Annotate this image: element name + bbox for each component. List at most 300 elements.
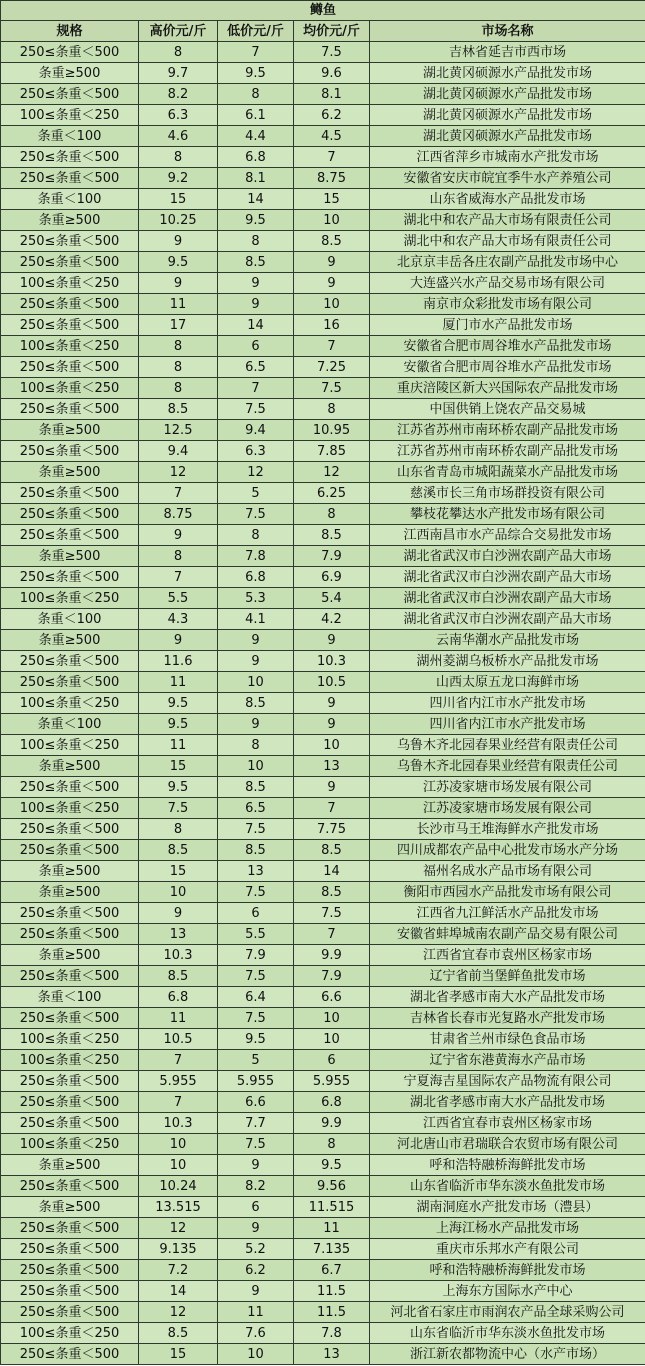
cell-spec: 250≤条重＜500 bbox=[1, 1281, 139, 1302]
cell-market-name: 河北唐山市君瑞联合农贸市场有限公司 bbox=[370, 1134, 645, 1155]
cell-avg-price: 6 bbox=[294, 1050, 370, 1071]
cell-high-price: 6.8 bbox=[139, 987, 218, 1008]
cell-avg-price: 7 bbox=[294, 147, 370, 168]
cell-market-name: 湖北省孝感市南大水产品批发市场 bbox=[370, 1092, 645, 1113]
cell-high-price: 9.2 bbox=[139, 168, 218, 189]
cell-low-price: 4.1 bbox=[218, 609, 294, 630]
cell-avg-price: 7 bbox=[294, 798, 370, 819]
table-row bbox=[1, 84, 645, 105]
cell-high-price: 9.7 bbox=[139, 63, 218, 84]
cell-avg-price: 7.5 bbox=[294, 42, 370, 63]
cell-market-name: 湖北黄冈硕源水产品批发市场 bbox=[370, 63, 645, 84]
cell-avg-price: 7.9 bbox=[294, 966, 370, 987]
cell-spec: 250≤条重＜500 bbox=[1, 819, 139, 840]
cell-market-name: 上海江杨水产品批发市场 bbox=[370, 1218, 645, 1239]
cell-high-price: 11 bbox=[139, 1008, 218, 1029]
cell-market-name: 甘肃省兰州市绿色食品市场 bbox=[370, 1029, 645, 1050]
table-row bbox=[1, 672, 645, 693]
table-row bbox=[1, 651, 645, 672]
table-row bbox=[1, 966, 645, 987]
cell-low-price: 8.1 bbox=[218, 168, 294, 189]
cell-market-name: 上海东方国际水产中心 bbox=[370, 1281, 645, 1302]
cell-market-name: 慈溪市长三角市场群投资有限公司 bbox=[370, 483, 645, 504]
cell-high-price: 6.3 bbox=[139, 105, 218, 126]
cell-avg-price: 4.2 bbox=[294, 609, 370, 630]
cell-low-price: 8.5 bbox=[218, 693, 294, 714]
cell-high-price: 10.5 bbox=[139, 1029, 218, 1050]
cell-market-name: 中国供销上饶农产品交易城 bbox=[370, 399, 645, 420]
cell-market-name: 江西南昌市水产品综合交易批发市场 bbox=[370, 525, 645, 546]
cell-spec: 250≤条重＜500 bbox=[1, 924, 139, 945]
cell-market-name: 呼和浩特融桥海鲜批发市场 bbox=[370, 1155, 645, 1176]
table-row bbox=[1, 1008, 645, 1029]
table-row bbox=[1, 567, 645, 588]
table-row bbox=[1, 1197, 645, 1218]
cell-spec: 100≤条重＜250 bbox=[1, 735, 139, 756]
cell-low-price: 9 bbox=[218, 1218, 294, 1239]
cell-avg-price: 7 bbox=[294, 924, 370, 945]
cell-low-price: 9.4 bbox=[218, 420, 294, 441]
table-row bbox=[1, 147, 645, 168]
cell-spec: 250≤条重＜500 bbox=[1, 903, 139, 924]
cell-low-price: 6.1 bbox=[218, 105, 294, 126]
cell-low-price: 5.3 bbox=[218, 588, 294, 609]
cell-high-price: 9.5 bbox=[139, 252, 218, 273]
cell-high-price: 9 bbox=[139, 525, 218, 546]
table-row bbox=[1, 1155, 645, 1176]
cell-low-price: 10 bbox=[218, 672, 294, 693]
cell-spec: 250≤条重＜500 bbox=[1, 1239, 139, 1260]
cell-low-price: 9.5 bbox=[218, 63, 294, 84]
cell-avg-price: 9 bbox=[294, 714, 370, 735]
cell-avg-price: 13 bbox=[294, 756, 370, 777]
cell-spec: 条重＜100 bbox=[1, 714, 139, 735]
table-row bbox=[1, 462, 645, 483]
cell-market-name: 江西省九江鲜活水产品批发市场 bbox=[370, 903, 645, 924]
cell-avg-price: 8.5 bbox=[294, 882, 370, 903]
cell-market-name: 江西省萍乡市城南水产批发市场 bbox=[370, 147, 645, 168]
cell-spec: 100≤条重＜250 bbox=[1, 1134, 139, 1155]
table-row bbox=[1, 693, 645, 714]
cell-market-name: 湖州菱湖乌板桥水产品批发市场 bbox=[370, 651, 645, 672]
table-row bbox=[1, 504, 645, 525]
cell-low-price: 7.8 bbox=[218, 546, 294, 567]
table-row bbox=[1, 210, 645, 231]
cell-low-price: 7.5 bbox=[218, 819, 294, 840]
cell-high-price: 8 bbox=[139, 357, 218, 378]
cell-high-price: 14 bbox=[139, 1281, 218, 1302]
cell-low-price: 9.5 bbox=[218, 1029, 294, 1050]
cell-high-price: 5.955 bbox=[139, 1071, 218, 1092]
cell-low-price: 6.5 bbox=[218, 798, 294, 819]
cell-high-price: 8 bbox=[139, 546, 218, 567]
cell-high-price: 13.515 bbox=[139, 1197, 218, 1218]
cell-spec: 250≤条重＜500 bbox=[1, 1008, 139, 1029]
cell-spec: 250≤条重＜500 bbox=[1, 1218, 139, 1239]
cell-spec: 条重≥500 bbox=[1, 546, 139, 567]
cell-low-price: 8 bbox=[218, 735, 294, 756]
cell-low-price: 7.5 bbox=[218, 1134, 294, 1155]
cell-spec: 250≤条重＜500 bbox=[1, 1344, 139, 1365]
cell-spec: 250≤条重＜500 bbox=[1, 42, 139, 63]
cell-avg-price: 6.25 bbox=[294, 483, 370, 504]
cell-avg-price: 11 bbox=[294, 1218, 370, 1239]
cell-market-name: 湖南洞庭水产批发市场（澧县） bbox=[370, 1197, 645, 1218]
cell-avg-price: 12 bbox=[294, 462, 370, 483]
cell-avg-price: 9.6 bbox=[294, 63, 370, 84]
cell-market-name: 湖北黄冈硕源水产品批发市场 bbox=[370, 105, 645, 126]
cell-high-price: 9.5 bbox=[139, 693, 218, 714]
cell-spec: 条重≥500 bbox=[1, 756, 139, 777]
table-row bbox=[1, 777, 645, 798]
cell-market-name: 湖北省武汉市白沙洲农副产品大市场 bbox=[370, 546, 645, 567]
cell-market-name: 湖北省武汉市白沙洲农副产品大市场 bbox=[370, 567, 645, 588]
cell-high-price: 8 bbox=[139, 378, 218, 399]
cell-avg-price: 10.5 bbox=[294, 672, 370, 693]
cell-high-price: 7.2 bbox=[139, 1260, 218, 1281]
table-row bbox=[1, 1281, 645, 1302]
cell-spec: 250≤条重＜500 bbox=[1, 966, 139, 987]
cell-spec: 条重≥500 bbox=[1, 1197, 139, 1218]
cell-low-price: 9 bbox=[218, 294, 294, 315]
table-row bbox=[1, 819, 645, 840]
cell-spec: 100≤条重＜250 bbox=[1, 1323, 139, 1344]
table-row bbox=[1, 336, 645, 357]
cell-avg-price: 10.3 bbox=[294, 651, 370, 672]
cell-low-price: 7 bbox=[218, 42, 294, 63]
cell-avg-price: 13 bbox=[294, 1344, 370, 1365]
cell-avg-price: 7.85 bbox=[294, 441, 370, 462]
cell-spec: 100≤条重＜250 bbox=[1, 273, 139, 294]
table-row bbox=[1, 357, 645, 378]
cell-low-price: 6.8 bbox=[218, 147, 294, 168]
cell-market-name: 山东省威海水产品批发市场 bbox=[370, 189, 645, 210]
cell-low-price: 6.3 bbox=[218, 441, 294, 462]
cell-low-price: 5.2 bbox=[218, 1239, 294, 1260]
cell-market-name: 攀枝花攀达水产批发市场有限公司 bbox=[370, 504, 645, 525]
cell-market-name: 大连盛兴水产品交易市场有限公司 bbox=[370, 273, 645, 294]
cell-low-price: 8.2 bbox=[218, 1176, 294, 1197]
cell-avg-price: 10 bbox=[294, 1029, 370, 1050]
cell-market-name: 江西省宜春市袁州区杨家市场 bbox=[370, 945, 645, 966]
cell-spec: 250≤条重＜500 bbox=[1, 315, 139, 336]
cell-market-name: 北京京丰岳各庄农副产品批发市场中心 bbox=[370, 252, 645, 273]
cell-high-price: 12 bbox=[139, 462, 218, 483]
cell-market-name: 安徽省合肥市周谷堆水产品批发市场 bbox=[370, 336, 645, 357]
cell-high-price: 9 bbox=[139, 630, 218, 651]
cell-market-name: 宁夏海吉星国际农产品物流有限公司 bbox=[370, 1071, 645, 1092]
cell-high-price: 8.5 bbox=[139, 1323, 218, 1344]
table-row bbox=[1, 1323, 645, 1344]
table-row bbox=[1, 924, 645, 945]
table-row bbox=[1, 1218, 645, 1239]
table-row bbox=[1, 525, 645, 546]
cell-low-price: 10 bbox=[218, 756, 294, 777]
table-row bbox=[1, 1134, 645, 1155]
cell-avg-price: 8.5 bbox=[294, 840, 370, 861]
table-row bbox=[1, 1344, 645, 1365]
cell-market-name: 江苏凌家塘市场发展有限公司 bbox=[370, 798, 645, 819]
cell-low-price: 6 bbox=[218, 1197, 294, 1218]
cell-high-price: 9.5 bbox=[139, 714, 218, 735]
table-row bbox=[1, 945, 645, 966]
cell-market-name: 湖北中和农产品大市场有限责任公司 bbox=[370, 210, 645, 231]
cell-spec: 250≤条重＜500 bbox=[1, 441, 139, 462]
cell-low-price: 9 bbox=[218, 630, 294, 651]
table-row bbox=[1, 1260, 645, 1281]
table-row bbox=[1, 399, 645, 420]
cell-low-price: 8 bbox=[218, 525, 294, 546]
table-row bbox=[1, 1050, 645, 1071]
table-row bbox=[1, 1071, 645, 1092]
cell-high-price: 15 bbox=[139, 756, 218, 777]
cell-low-price: 7.5 bbox=[218, 504, 294, 525]
cell-avg-price: 8.5 bbox=[294, 231, 370, 252]
cell-market-name: 山西太原五龙口海鲜市场 bbox=[370, 672, 645, 693]
header-avg-price: 均价元/斤 bbox=[294, 21, 370, 42]
cell-spec: 条重≥500 bbox=[1, 630, 139, 651]
cell-market-name: 河北省石家庄市雨润农产品全球采购公司 bbox=[370, 1302, 645, 1323]
cell-low-price: 14 bbox=[218, 315, 294, 336]
table-title: 鳟鱼 bbox=[1, 1, 645, 21]
cell-spec: 250≤条重＜500 bbox=[1, 567, 139, 588]
cell-high-price: 12 bbox=[139, 1302, 218, 1323]
cell-market-name: 山东省临沂市华东淡水鱼批发市场 bbox=[370, 1176, 645, 1197]
cell-spec: 100≤条重＜250 bbox=[1, 105, 139, 126]
cell-spec: 条重≥500 bbox=[1, 210, 139, 231]
table-row bbox=[1, 420, 645, 441]
cell-spec: 250≤条重＜500 bbox=[1, 1113, 139, 1134]
cell-market-name: 呼和浩特融桥海鲜批发市场 bbox=[370, 1260, 645, 1281]
cell-spec: 250≤条重＜500 bbox=[1, 1302, 139, 1323]
cell-low-price: 6.2 bbox=[218, 1260, 294, 1281]
table-row bbox=[1, 441, 645, 462]
cell-market-name: 吉林省延吉市西市场 bbox=[370, 42, 645, 63]
table-row bbox=[1, 252, 645, 273]
table-row bbox=[1, 1092, 645, 1113]
cell-market-name: 浙江新农都物流中心（水产市场） bbox=[370, 1344, 645, 1365]
table-row bbox=[1, 861, 645, 882]
cell-avg-price: 11.5 bbox=[294, 1281, 370, 1302]
cell-high-price: 8.75 bbox=[139, 504, 218, 525]
cell-market-name: 山东省青岛市城阳蔬菜水产品批发市场 bbox=[370, 462, 645, 483]
table-head bbox=[1, 1, 645, 42]
cell-low-price: 9 bbox=[218, 273, 294, 294]
cell-high-price: 11.6 bbox=[139, 651, 218, 672]
cell-avg-price: 11.5 bbox=[294, 1302, 370, 1323]
table-row bbox=[1, 483, 645, 504]
cell-low-price: 7.9 bbox=[218, 945, 294, 966]
cell-high-price: 10 bbox=[139, 1155, 218, 1176]
cell-spec: 条重≥500 bbox=[1, 63, 139, 84]
cell-avg-price: 8 bbox=[294, 504, 370, 525]
cell-high-price: 11 bbox=[139, 735, 218, 756]
cell-avg-price: 5.955 bbox=[294, 1071, 370, 1092]
cell-avg-price: 8 bbox=[294, 399, 370, 420]
table-row bbox=[1, 1029, 645, 1050]
cell-avg-price: 8.75 bbox=[294, 168, 370, 189]
cell-high-price: 15 bbox=[139, 861, 218, 882]
table-row bbox=[1, 735, 645, 756]
cell-high-price: 11 bbox=[139, 294, 218, 315]
cell-low-price: 7.7 bbox=[218, 1113, 294, 1134]
cell-market-name: 福州名成水产品市场有限公司 bbox=[370, 861, 645, 882]
table-row bbox=[1, 126, 645, 147]
cell-high-price: 12 bbox=[139, 1218, 218, 1239]
table-row bbox=[1, 882, 645, 903]
cell-market-name: 南京市众彩批发市场有限公司 bbox=[370, 294, 645, 315]
table-row bbox=[1, 798, 645, 819]
cell-spec: 条重≥500 bbox=[1, 861, 139, 882]
table-row bbox=[1, 294, 645, 315]
cell-avg-price: 6.7 bbox=[294, 1260, 370, 1281]
cell-high-price: 10 bbox=[139, 882, 218, 903]
table-row bbox=[1, 315, 645, 336]
cell-spec: 条重＜100 bbox=[1, 189, 139, 210]
cell-spec: 250≤条重＜500 bbox=[1, 357, 139, 378]
cell-spec: 100≤条重＜250 bbox=[1, 588, 139, 609]
cell-high-price: 10.25 bbox=[139, 210, 218, 231]
cell-low-price: 6.4 bbox=[218, 987, 294, 1008]
table-row bbox=[1, 588, 645, 609]
cell-market-name: 吉林省长春市光复路水产批发市场 bbox=[370, 1008, 645, 1029]
cell-low-price: 10 bbox=[218, 1344, 294, 1365]
cell-low-price: 6.8 bbox=[218, 567, 294, 588]
cell-low-price: 8 bbox=[218, 231, 294, 252]
cell-high-price: 10.3 bbox=[139, 1113, 218, 1134]
cell-high-price: 8.5 bbox=[139, 840, 218, 861]
table-row bbox=[1, 1113, 645, 1134]
cell-low-price: 9.5 bbox=[218, 210, 294, 231]
cell-avg-price: 10 bbox=[294, 294, 370, 315]
cell-avg-price: 9.9 bbox=[294, 945, 370, 966]
cell-high-price: 13 bbox=[139, 924, 218, 945]
cell-avg-price: 4.5 bbox=[294, 126, 370, 147]
table-row bbox=[1, 231, 645, 252]
cell-high-price: 10 bbox=[139, 1134, 218, 1155]
cell-market-name: 重庆市乐邦水产有限公司 bbox=[370, 1239, 645, 1260]
cell-high-price: 8 bbox=[139, 819, 218, 840]
cell-spec: 100≤条重＜250 bbox=[1, 336, 139, 357]
cell-market-name: 衡阳市西园水产品批发市场有限公司 bbox=[370, 882, 645, 903]
cell-market-name: 安徽省蚌埠城南农副产品交易有限公司 bbox=[370, 924, 645, 945]
title-row bbox=[1, 1, 645, 21]
cell-high-price: 15 bbox=[139, 1344, 218, 1365]
cell-high-price: 7 bbox=[139, 483, 218, 504]
cell-market-name: 长沙市马王堆海鲜水产批发市场 bbox=[370, 819, 645, 840]
cell-avg-price: 10 bbox=[294, 210, 370, 231]
cell-low-price: 7.5 bbox=[218, 882, 294, 903]
header-high-price: 高价元/斤 bbox=[139, 21, 218, 42]
cell-spec: 条重＜100 bbox=[1, 609, 139, 630]
table-row bbox=[1, 987, 645, 1008]
cell-avg-price: 8.5 bbox=[294, 525, 370, 546]
cell-spec: 条重≥500 bbox=[1, 420, 139, 441]
cell-avg-price: 6.9 bbox=[294, 567, 370, 588]
cell-high-price: 9.5 bbox=[139, 777, 218, 798]
cell-avg-price: 9 bbox=[294, 630, 370, 651]
cell-market-name: 江苏凌家塘市场发展有限公司 bbox=[370, 777, 645, 798]
cell-avg-price: 10 bbox=[294, 735, 370, 756]
cell-low-price: 11 bbox=[218, 1302, 294, 1323]
cell-spec: 250≤条重＜500 bbox=[1, 651, 139, 672]
table-row bbox=[1, 189, 645, 210]
cell-low-price: 7.5 bbox=[218, 966, 294, 987]
cell-low-price: 8.5 bbox=[218, 840, 294, 861]
cell-spec: 250≤条重＜500 bbox=[1, 1092, 139, 1113]
cell-spec: 250≤条重＜500 bbox=[1, 252, 139, 273]
cell-spec: 250≤条重＜500 bbox=[1, 672, 139, 693]
table-row bbox=[1, 42, 645, 63]
cell-spec: 条重＜100 bbox=[1, 126, 139, 147]
cell-market-name: 辽宁省前当堡鲜鱼批发市场 bbox=[370, 966, 645, 987]
cell-avg-price: 7.25 bbox=[294, 357, 370, 378]
cell-avg-price: 10.95 bbox=[294, 420, 370, 441]
cell-spec: 250≤条重＜500 bbox=[1, 147, 139, 168]
cell-avg-price: 9 bbox=[294, 273, 370, 294]
cell-spec: 250≤条重＜500 bbox=[1, 483, 139, 504]
cell-high-price: 8 bbox=[139, 42, 218, 63]
cell-market-name: 湖北省武汉市白沙洲农副产品大市场 bbox=[370, 588, 645, 609]
header-low-price: 低价元/斤 bbox=[218, 21, 294, 42]
cell-market-name: 湖北省孝感市南大水产品批发市场 bbox=[370, 987, 645, 1008]
cell-avg-price: 7 bbox=[294, 336, 370, 357]
cell-spec: 250≤条重＜500 bbox=[1, 84, 139, 105]
cell-avg-price: 9.9 bbox=[294, 1113, 370, 1134]
cell-avg-price: 7.8 bbox=[294, 1323, 370, 1344]
cell-spec: 条重＜100 bbox=[1, 987, 139, 1008]
cell-avg-price: 6.2 bbox=[294, 105, 370, 126]
cell-high-price: 4.6 bbox=[139, 126, 218, 147]
table-row bbox=[1, 378, 645, 399]
cell-low-price: 5.955 bbox=[218, 1071, 294, 1092]
cell-spec: 条重≥500 bbox=[1, 945, 139, 966]
table-row bbox=[1, 63, 645, 84]
cell-market-name: 江苏省苏州市南环桥农副产品批发市场 bbox=[370, 420, 645, 441]
cell-spec: 条重≥500 bbox=[1, 462, 139, 483]
cell-low-price: 4.4 bbox=[218, 126, 294, 147]
cell-low-price: 6 bbox=[218, 903, 294, 924]
cell-market-name: 江苏省苏州市南环桥农副产品批发市场 bbox=[370, 441, 645, 462]
cell-low-price: 9 bbox=[218, 651, 294, 672]
cell-high-price: 10.24 bbox=[139, 1176, 218, 1197]
cell-low-price: 9 bbox=[218, 714, 294, 735]
table-row bbox=[1, 546, 645, 567]
cell-avg-price: 6.8 bbox=[294, 1092, 370, 1113]
cell-spec: 100≤条重＜250 bbox=[1, 1029, 139, 1050]
cell-low-price: 5 bbox=[218, 483, 294, 504]
cell-spec: 100≤条重＜250 bbox=[1, 693, 139, 714]
cell-high-price: 8.5 bbox=[139, 966, 218, 987]
cell-avg-price: 9 bbox=[294, 252, 370, 273]
cell-high-price: 17 bbox=[139, 315, 218, 336]
table-row bbox=[1, 1176, 645, 1197]
table-row bbox=[1, 273, 645, 294]
cell-market-name: 江西省宜春市袁州区杨家市场 bbox=[370, 1113, 645, 1134]
cell-high-price: 8 bbox=[139, 147, 218, 168]
cell-avg-price: 10 bbox=[294, 1008, 370, 1029]
cell-spec: 250≤条重＜500 bbox=[1, 777, 139, 798]
cell-high-price: 10.3 bbox=[139, 945, 218, 966]
cell-low-price: 7.5 bbox=[218, 1008, 294, 1029]
cell-avg-price: 8 bbox=[294, 1134, 370, 1155]
cell-high-price: 11 bbox=[139, 672, 218, 693]
cell-avg-price: 7.5 bbox=[294, 903, 370, 924]
cell-high-price: 8 bbox=[139, 336, 218, 357]
cell-high-price: 7 bbox=[139, 1050, 218, 1071]
cell-high-price: 4.3 bbox=[139, 609, 218, 630]
cell-spec: 条重≥500 bbox=[1, 882, 139, 903]
